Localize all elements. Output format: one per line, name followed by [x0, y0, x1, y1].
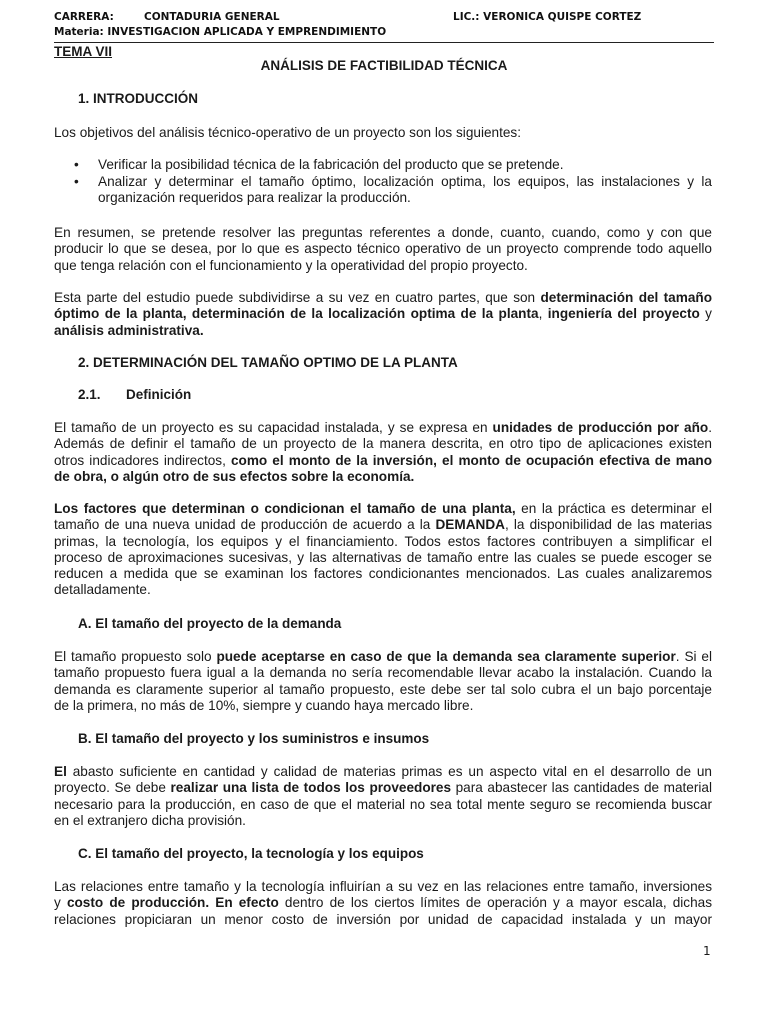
text-run: otros indicadores indirectos,: [54, 452, 231, 468]
subsection-a-heading: A. El tamaño del proyecto de la demanda: [78, 616, 342, 631]
text-line: relaciones propiciaran un menor costo de inversión por unidad de capacidad instalada y un mayor: [54, 911, 712, 927]
bold-run: determinación del tamaño: [540, 290, 713, 305]
section-1-heading: 1. INTRODUCCIÓN: [78, 91, 199, 106]
bold-run: ingeniería del proyecto: [547, 306, 700, 322]
header-materia: Materia: INVESTIGACION APLICADA Y EMPRENDIMIENTO: [54, 26, 387, 38]
header-divider: [54, 42, 714, 43]
bold-run: En efecto: [215, 895, 279, 911]
text-run: Esta parte del estudio puede subdividirse a su vez en cuatro partes, que son: [54, 290, 541, 305]
bold-run: puede aceptarse en caso de que la demanda sea claramente superior: [216, 649, 676, 664]
definition-paragraph: [54, 420, 712, 485]
bold-run: de obra, o algún otro de sus efectos sobre la economía.: [54, 468, 415, 484]
text-line: Las relaciones entre tamaño y la tecnología influirían a su vez en las relaciones entre tamaño, inversiones: [54, 879, 712, 894]
text-line: detalladamente.: [54, 582, 151, 598]
section-1-paragraph: [54, 225, 712, 274]
text-run: en la práctica es determinar el: [515, 501, 713, 516]
bullet-icon: •: [74, 157, 79, 172]
section-1-paragraph: [54, 290, 712, 339]
header-lic: LIC.: VERONICA QUISPE CORTEZ: [453, 11, 642, 23]
text-run: El tamaño de un proyecto es su capacidad instalada, y se expresa en: [54, 420, 493, 435]
subsection-c-paragraph: [54, 879, 712, 928]
bold-run: DEMANDA: [435, 517, 505, 533]
bold-run: unidades de producción por año: [492, 420, 709, 435]
subsection-a-paragraph: [54, 649, 712, 714]
bullet-text: Analizar y determinar el tamaño óptimo, localización optima, los equipos, las instalaciones y la: [98, 174, 712, 189]
text-run: y: [699, 306, 712, 322]
text-line: que tenga relación con el funcionamiento y la operatividad del propio proyecto.: [54, 257, 528, 273]
bullet-icon: •: [74, 174, 79, 189]
text-line: demanda es claramente superior al tamaño propuesto, este debe ser tal solo cubra el un bajo porcentaje: [54, 681, 712, 697]
subsection-c-heading: C. El tamaño del proyecto, la tecnología y los equipos: [78, 846, 424, 861]
header-carrera-value: CONTADURIA GENERAL: [144, 11, 280, 23]
bold-run: análisis administrativa.: [54, 322, 204, 338]
text-line: Además de definir el tamaño de un proyecto de la manera descrita, en otro tipo de aplicaciones existen: [54, 436, 712, 452]
header-carrera-label: CARRERA:: [54, 11, 114, 23]
bullet-text: Verificar la posibilidad técnica de la fabricación del producto que se pretende.: [98, 157, 564, 172]
text-line: necesario para la producción, en caso de que el material no sea total mente seguro se recomienda buscar: [54, 796, 712, 812]
text-run: abasto suficiente en cantidad y calidad de materias primas es un aspecto vital en el desarrollo de un: [66, 764, 712, 779]
text-run: y: [54, 895, 67, 911]
text-run: dentro de los ciertos límites de operación y a mayor escala, dichas: [278, 895, 713, 911]
subsection-b-paragraph: [54, 764, 712, 829]
text-run: tamaño de una nueva unidad de producción de acuerdo a la: [54, 517, 436, 533]
subsection-title: Definición: [126, 387, 192, 402]
text-line: reducen a medida que se examinan los factores condicionantes mencionados. Las cuales analizaremos: [54, 566, 712, 582]
text-run: , la disponibilidad de las materias: [504, 517, 712, 533]
bold-run: costo de producción.: [66, 895, 210, 911]
text-line: producir lo que se desea, por lo que es aspecto técnico operativo de un proyecto comprende todo aquello: [54, 241, 712, 257]
text-line: En resumen, se pretende resolver las preguntas referentes a donde, cuanto, cuando, como y con que: [54, 225, 712, 240]
tema-label: TEMA VII: [54, 44, 113, 59]
text-line: primas, la tecnología, los equipos y el financiamiento. Todos estos factores contribuyen a simplificar el: [54, 533, 712, 549]
bold-run: óptimo de la planta, determinación de la localización optima de la planta: [54, 306, 539, 322]
bold-run: Los factores que determinan o condicionan el tamaño de una planta,: [54, 501, 516, 516]
page-title: ANÁLISIS DE FACTIBILIDAD TÉCNICA: [260, 58, 508, 73]
page-number: 1: [703, 944, 711, 958]
bullet-text: organización requeridos para realizar la producción.: [98, 190, 411, 206]
text-line: tamaño propuesto fuera igual a la demanda no sería recomendable llevar acabo la instalación. Cuando la: [54, 665, 712, 681]
text-line: de la primera, no más de 10%, siempre y cuando haya mercado libre.: [54, 697, 474, 713]
text-run: . Si el: [675, 649, 713, 664]
text-run: para abastecer las cantidades de material: [451, 780, 712, 796]
text-run: .: [708, 420, 713, 435]
bold-run: como el monto de la inversión, el monto de ocupación efectiva de mano: [230, 452, 712, 468]
section-1-intro: [54, 125, 712, 141]
bold-run: realizar una lista de todos los proveedores: [170, 780, 452, 796]
bold-run: El: [54, 764, 67, 779]
factors-paragraph: [54, 501, 712, 599]
subsection-number: 2.1.: [78, 387, 101, 402]
text-line: en el extranjero dicha provisión.: [54, 812, 246, 828]
text-run: proyecto. Se debe: [54, 780, 171, 796]
text-line: proceso de aproximaciones sucesivas, y las alternativas de tamaño entre las cuales se puede escoger se: [54, 549, 712, 565]
text-line: Los objetivos del análisis técnico-operativo de un proyecto son los siguientes:: [54, 125, 521, 140]
text-run: El tamaño propuesto solo: [54, 649, 217, 664]
subsection-b-heading: B. El tamaño del proyecto y los suministros e insumos: [78, 731, 430, 746]
section-2-heading: 2. DETERMINACIÓN DEL TAMAÑO OPTIMO DE LA PLANTA: [78, 355, 458, 370]
text-run: ,: [538, 306, 548, 322]
